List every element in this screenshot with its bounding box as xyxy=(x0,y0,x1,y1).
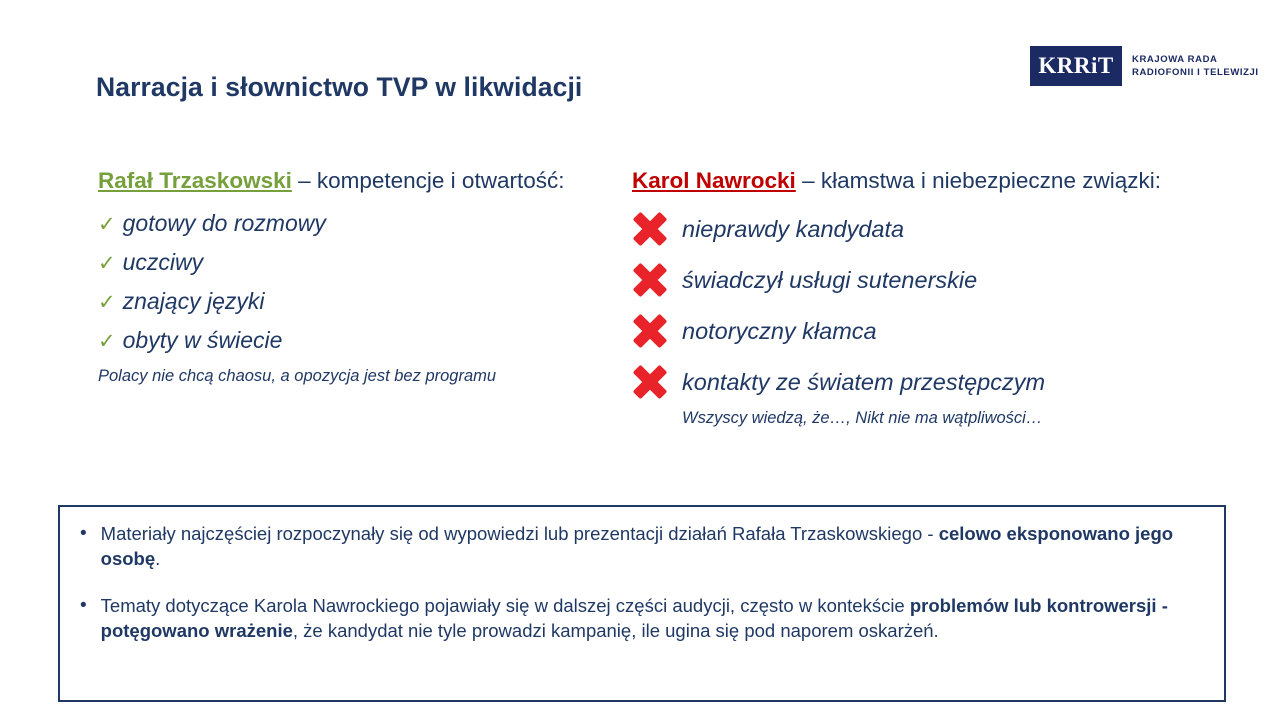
list-item-label: znający języki xyxy=(122,288,265,314)
summary-item-text-bold: celowo eksponowano jego osobę xyxy=(100,523,1174,569)
list-item xyxy=(98,249,568,275)
candidate-name-trzaskowski: Rafał Trzaskowski xyxy=(98,168,292,193)
cross-icon xyxy=(632,263,668,297)
krrit-logo-mark: KRRiT xyxy=(1030,46,1122,86)
cross-icon xyxy=(632,212,668,246)
summary-item-text xyxy=(101,593,1204,643)
krrit-logo-text-line2: RADIOFONII I TELEWIZJI xyxy=(1132,67,1259,78)
summary-item xyxy=(74,593,1204,643)
summary-item-text-part1: Tematy dotyczące Karola Nawrockiego pojawiały się w dalszej części audycji, często w kontekście xyxy=(100,595,910,616)
list-item xyxy=(632,365,1232,399)
check-icon: ✓ xyxy=(98,252,116,275)
check-icon: ✓ xyxy=(98,330,116,353)
bullet-icon: • xyxy=(80,523,87,544)
slide-title: Narracja i słownictwo TVP w likwidacji xyxy=(96,72,583,102)
summary-box xyxy=(58,505,1226,702)
list-item-label: nieprawdy kandydata xyxy=(682,215,905,242)
right-column-heading xyxy=(632,166,1232,196)
list-item-label: notoryczny kłamca xyxy=(682,317,877,344)
list-item xyxy=(98,210,568,236)
right-column xyxy=(632,166,1232,429)
krrit-logo-text-line1: KRAJOWA RADA xyxy=(1132,54,1218,65)
check-icon: ✓ xyxy=(98,291,116,314)
left-column xyxy=(98,166,568,387)
negative-traits-list xyxy=(632,212,1232,399)
cross-icon xyxy=(632,314,668,348)
right-heading-rest: – kłamstwa i niebezpieczne związki: xyxy=(795,168,1161,193)
summary-item-text-part2: , że kandydat nie tyle prowadzi kampanię, ile ugina się pod naporem oskarżeń. xyxy=(292,620,939,641)
list-item xyxy=(632,314,1232,348)
list-item-label: obyty w świecie xyxy=(122,327,283,353)
positive-traits-list xyxy=(98,210,568,353)
krrit-logo-text xyxy=(1132,53,1259,79)
list-item-label: kontakty ze światem przestępczym xyxy=(682,368,1046,395)
left-column-note: Polacy nie chcą chaosu, a opozycja jest bez programu xyxy=(98,367,497,385)
list-item-label: uczciwy xyxy=(122,249,204,275)
bullet-icon: • xyxy=(80,595,87,616)
list-item-label: świadczył usługi sutenerskie xyxy=(682,266,978,293)
left-column-heading xyxy=(98,166,568,196)
summary-item-text-part1: Materiały najczęściej rozpoczynały się od wypowiedzi lub prezentacji działań Rafała Trzaskowskiego - xyxy=(100,523,939,544)
summary-item-text-bold: problemów lub kontrowersji - potęgowano wrażenie xyxy=(100,595,1168,641)
summary-item xyxy=(74,521,1204,571)
right-column-note: Wszyscy wiedzą, że…, Nikt nie ma wątpliwości… xyxy=(682,409,1043,427)
summary-item-text-part2: . xyxy=(155,548,161,569)
list-item-label: gotowy do rozmowy xyxy=(122,210,326,236)
candidate-name-nawrocki: Karol Nawrocki xyxy=(632,168,796,193)
list-item xyxy=(98,288,568,314)
list-item xyxy=(98,327,568,353)
summary-item-text xyxy=(101,521,1204,571)
check-icon: ✓ xyxy=(98,213,116,236)
cross-icon xyxy=(632,365,668,399)
krrit-logo xyxy=(1030,46,1259,86)
list-item xyxy=(632,212,1232,246)
left-heading-rest: – kompetencje i otwartość: xyxy=(291,168,565,193)
list-item xyxy=(632,263,1232,297)
